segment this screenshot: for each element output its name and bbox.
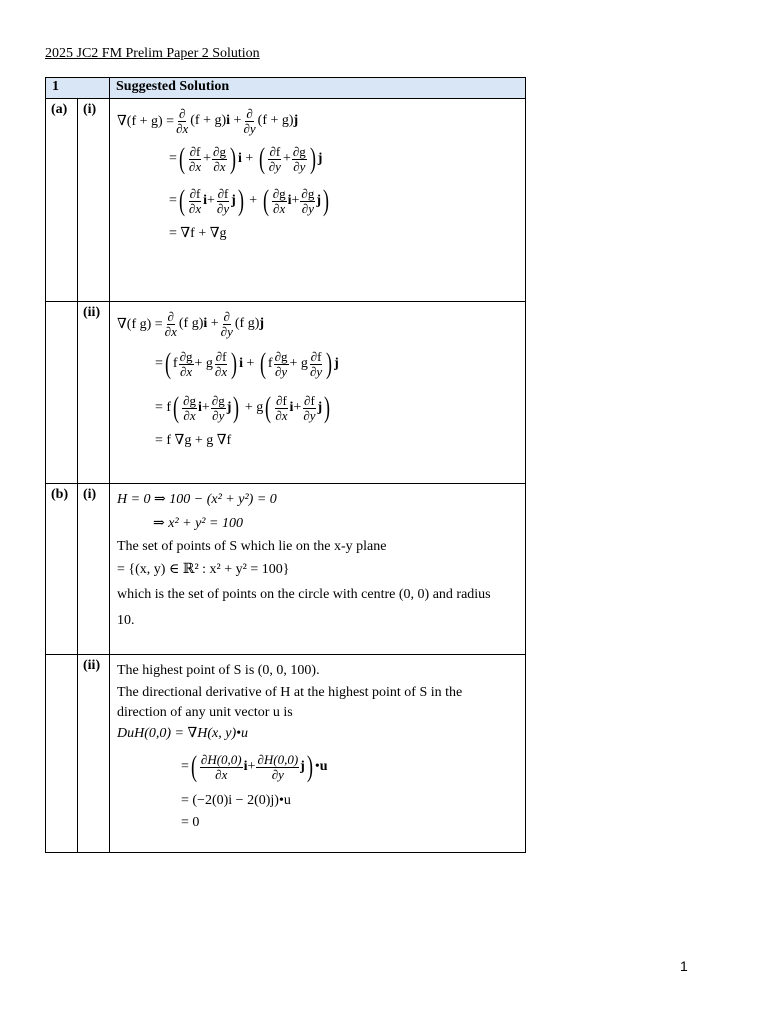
page-number: 1 — [680, 958, 688, 974]
text-b-ii-2: The directional derivative of H at the highest point of S in the direction of any unit vector u is — [117, 685, 463, 720]
row-b-ii — [46, 655, 526, 853]
eq-a-ii-line3: = f ( $\frac{\partial g}{\partial x}$ i + $\frac{\partial g}{\partial y}$ j ) + g ( $\frac{\partial f}{\partial x}$ i + $\frac{\partial f}{\partial y}$ j ) — [155, 391, 331, 424]
part-label-a: (a) — [46, 99, 78, 302]
eq-b-ii-line4: = 0 — [181, 815, 200, 830]
eq-b-ii-line1: DuH(0,0) = ∇H(x, y)•u — [117, 726, 249, 741]
eq-a-ii-lhs: ∇(f g) = — [117, 316, 163, 332]
table-header-row — [46, 78, 526, 99]
eq-b-ii-line2: = ( $\frac{\partial H(0,0)}{\partial x}$ i + $\frac{\partial H(0,0)}{\partial y}$ j ) • u — [181, 750, 328, 783]
subpart-label-a-ii: (ii) — [78, 302, 110, 484]
text-b-i-2: which is the set of points on the circle with centre (0, 0) and radius 10. — [117, 587, 491, 628]
subpart-label-a-i: (i) — [78, 99, 110, 302]
eq-a-i-line1: ∇(f + g) = $\frac{\partial}{\partial x}$ (f + g)i + $\frac{\partial}{\partial y}$ (f + g)j — [117, 105, 299, 136]
eq-a-i-line2: = ( $\frac{\partial f}{\partial x}$ + $\frac{\partial g}{\partial x}$ ) i + ( $\frac{\partial f}{\partial y}$ + $\frac{\partial g}{\partial y}$ ) j — [169, 142, 323, 175]
solution-table — [45, 77, 526, 853]
row-a-i — [46, 99, 526, 302]
text-b-i-1: The set of points of S which lie on the x-y plane — [117, 539, 387, 554]
eq-a-i-lhs: ∇(f + g) = — [117, 113, 175, 129]
solution-a-i — [110, 99, 526, 302]
eq-b-ii-line3: = (−2(0)i − 2(0)j)•u — [181, 793, 291, 808]
text-b-ii-1: The highest point of S is (0, 0, 100). — [117, 663, 320, 678]
eq-a-ii-line2: = ( f $\frac{\partial g}{\partial x}$ + g $\frac{\partial f}{\partial x}$ ) i + ( f $\frac{\partial g}{\partial y}$ + g $\frac{\partial f}{\partial y}$ ) j — [155, 347, 339, 380]
solution-b-ii — [110, 655, 526, 853]
table-heading: Suggested Solution — [110, 78, 526, 99]
solution-a-ii — [110, 302, 526, 484]
row-b-i — [46, 484, 526, 655]
solution-b-i — [110, 484, 526, 655]
eq-a-i-result: = ∇f + ∇g — [169, 225, 227, 241]
subpart-label-b-i: (i) — [78, 484, 110, 655]
eq-a-ii-line1: ∇(f g) = $\frac{\partial}{\partial x}$ (f g)i + $\frac{\partial}{\partial y}$ (f g)j — [117, 308, 265, 339]
eq-b-i-line2: ⇒ x² + y² = 100 — [153, 516, 243, 531]
question-number: 1 — [46, 78, 110, 99]
eq-a-ii-result: = f ∇g + g ∇f — [155, 432, 232, 448]
eq-b-i-set: = {(x, y) ∈ ℝ² : x² + y² = 100} — [117, 562, 290, 577]
part-label-b: (b) — [46, 484, 78, 655]
eq-b-i-line1: H = 0 ⇒ 100 − (x² + y²) = 0 — [117, 492, 277, 507]
row-a-ii — [46, 302, 526, 484]
document-header: 2025 JC2 FM Prelim Paper 2 Solution — [45, 46, 260, 61]
subpart-label-b-ii: (ii) — [78, 655, 110, 853]
eq-a-i-line3: = ( $\frac{\partial f}{\partial x}$ i + $\frac{\partial f}{\partial y}$ j ) + ( $\frac{\partial g}{\partial x}$ i + $\frac{\partial g}{\partial y}$ j ) — [169, 184, 330, 217]
